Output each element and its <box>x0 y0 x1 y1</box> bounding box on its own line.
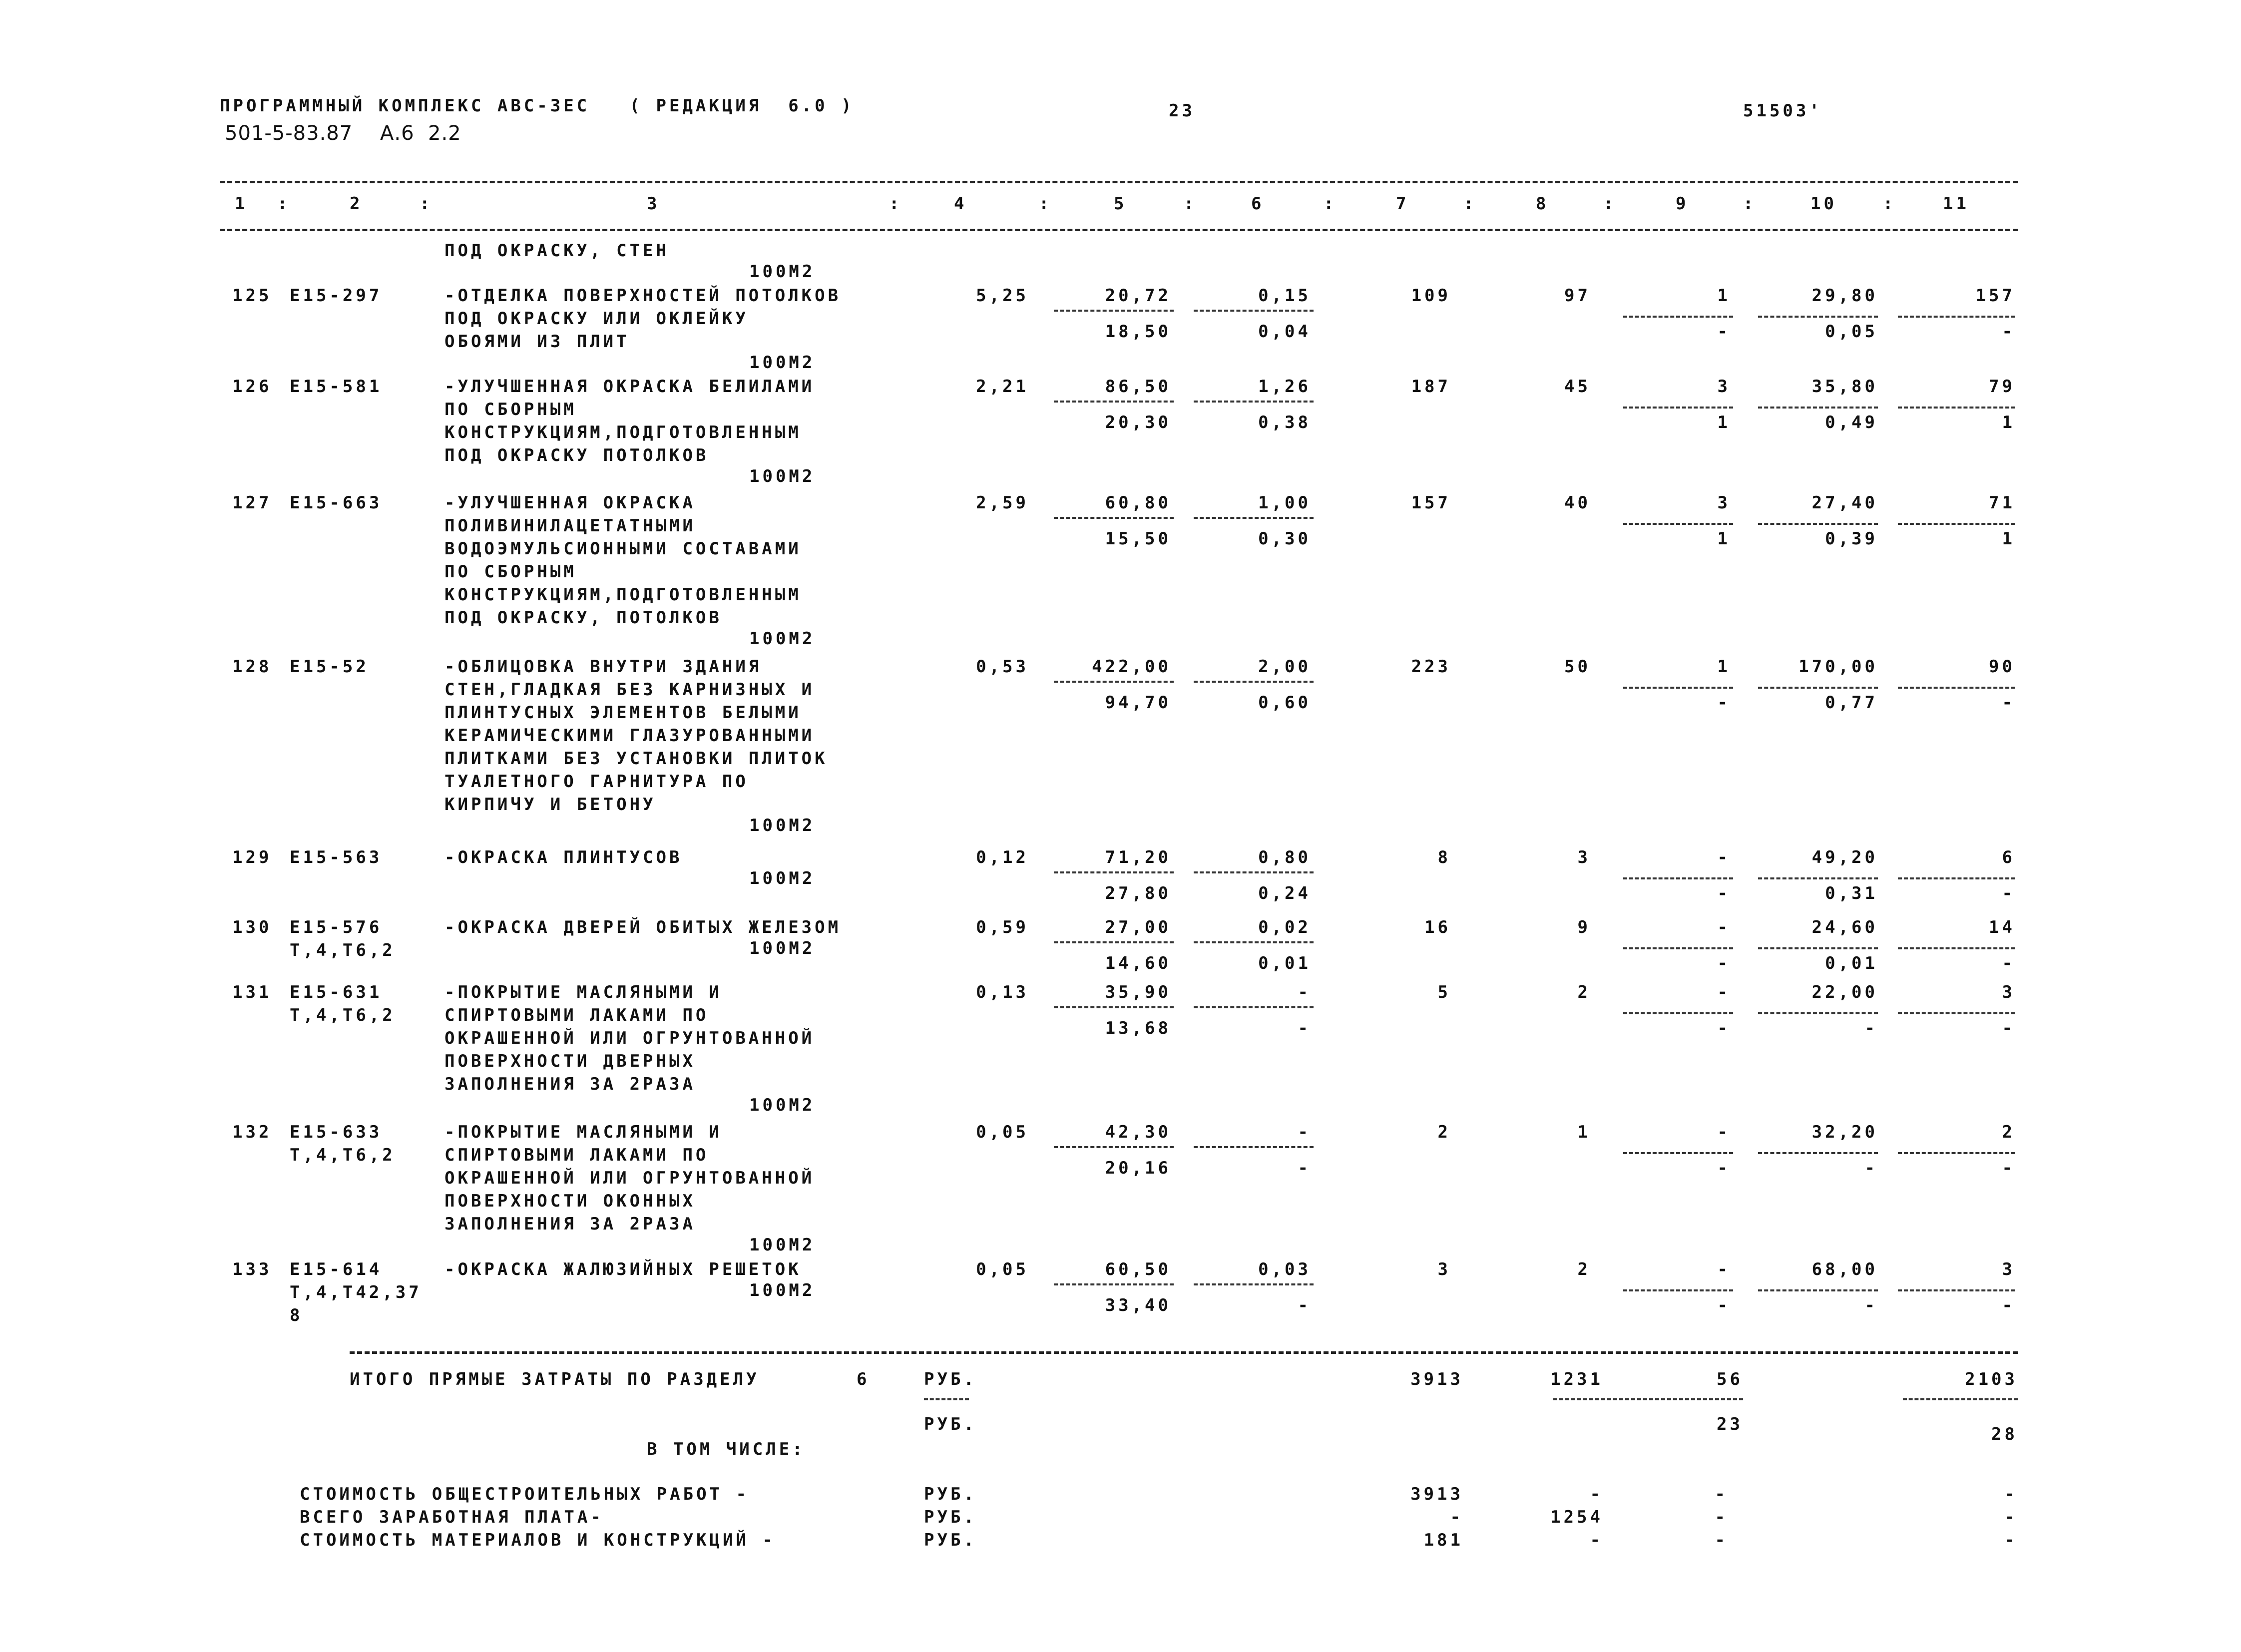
col11-value: 3 <box>2002 1259 2015 1279</box>
item-description-line: ПЛИТКАМИ БЕЗ УСТАНОВКИ ПЛИТОК <box>445 749 828 769</box>
subtotal-rule <box>1623 316 1733 318</box>
col7-value: 5 <box>1437 982 1451 1002</box>
col5-subvalue: 18,50 <box>1105 322 1171 342</box>
col9-subvalue: - <box>1717 1018 1731 1038</box>
item-description-line: КОНСТРУКЦИЯМ,ПОДГОТОВЛЕННЫМ <box>445 422 802 442</box>
subtotal-rule <box>1054 941 1174 943</box>
col5-value: 86,50 <box>1105 377 1171 397</box>
item-description-line: -УЛУЧШЕННАЯ ОКРАСКА БЕЛИЛАМИ <box>445 377 815 397</box>
col11-value: 79 <box>1989 377 2015 397</box>
subtotal-rule <box>1758 1152 1878 1154</box>
breakdown-col11: - <box>2004 1507 2018 1527</box>
item-number: 130 <box>232 917 272 937</box>
col4-value: 0,05 <box>976 1122 1029 1142</box>
item-code: Е15-576 <box>290 917 383 937</box>
item-unit: 100М2 <box>749 1280 816 1300</box>
item-description-line: -ПОКРЫТИЕ МАСЛЯНЫМИ И <box>445 982 722 1002</box>
item-code-detail: Т,4,Т6,2 <box>290 940 396 960</box>
col-separator: : <box>1184 194 1197 214</box>
item-unit: 100М2 <box>749 466 816 486</box>
col-4: 4 <box>954 194 967 214</box>
col10-subvalue: 0,01 <box>1825 953 1878 973</box>
item-description-line: ПО СБОРНЫМ <box>445 562 577 582</box>
col10-value: 170,00 <box>1798 657 1878 677</box>
breakdown-col9: - <box>1715 1530 1728 1550</box>
item-description-line: СПИРТОВЫМИ ЛАКАМИ ПО <box>445 1005 709 1025</box>
col8-value: 9 <box>1577 917 1591 937</box>
col8-value: 50 <box>1564 657 1591 677</box>
col4-value: 0,59 <box>976 917 1029 937</box>
header-rule-bottom <box>220 229 2018 231</box>
col11-subvalue: - <box>2002 322 2015 342</box>
subtotal-rule <box>1194 401 1314 403</box>
col5-value: 60,80 <box>1105 493 1171 513</box>
col11-subvalue: - <box>2002 883 2015 903</box>
col-3: 3 <box>647 194 660 214</box>
col9-subvalue: 1 <box>1717 529 1731 549</box>
subtotal-rule <box>1758 877 1878 879</box>
subtotal-rule <box>1194 681 1314 683</box>
subtotal-rule <box>1054 1146 1174 1148</box>
col-separator: : <box>420 194 433 214</box>
col4-value: 2,21 <box>976 377 1029 397</box>
col9-value: - <box>1717 847 1731 867</box>
col11-value: 90 <box>1989 657 2015 677</box>
subtotal-rule <box>1758 316 1878 318</box>
subtotal-rule <box>1898 316 2015 318</box>
item-number: 125 <box>232 286 272 306</box>
item-description-line: ОКРАШЕННОЙ ИЛИ ОГРУНТОВАННОЙ <box>445 1168 815 1188</box>
col6-subvalue: 0,38 <box>1258 413 1311 432</box>
totals-rule <box>350 1351 2018 1354</box>
col-7: 7 <box>1396 194 1409 214</box>
col5-value: 422,00 <box>1092 657 1171 677</box>
col-separator: : <box>1039 194 1052 214</box>
item-description-line: -ОКРАСКА ДВЕРЕЙ ОБИТЫХ ЖЕЛЕЗОМ <box>445 917 842 937</box>
totals-in-that: В ТОМ ЧИСЛЕ: <box>647 1439 806 1459</box>
col-separator: : <box>1743 194 1757 214</box>
col11-subvalue: - <box>2002 1295 2015 1315</box>
col6-value: 1,26 <box>1258 377 1311 397</box>
col8-value: 45 <box>1564 377 1591 397</box>
item-unit: 100М2 <box>749 629 816 649</box>
col8-value: 40 <box>1564 493 1591 513</box>
totals-col7: 3913 <box>1410 1369 1463 1389</box>
col6-value: 0,15 <box>1258 286 1311 306</box>
item-description-line: КИРПИЧУ И БЕТОНУ <box>445 795 656 815</box>
col-2: 2 <box>350 194 363 214</box>
subtotal-rule <box>1194 871 1314 873</box>
col8-value: 97 <box>1564 286 1591 306</box>
col6-value: - <box>1298 982 1311 1002</box>
subtotal-rule <box>1054 517 1174 519</box>
col10-value: 32,20 <box>1811 1122 1878 1142</box>
col10-value: 68,00 <box>1811 1259 1878 1279</box>
col10-value: 24,60 <box>1811 917 1878 937</box>
col11-subvalue: - <box>2002 1158 2015 1178</box>
col7-value: 109 <box>1411 286 1451 306</box>
col5-value: 35,90 <box>1105 982 1171 1002</box>
program-title: ПРОГРАММНЫЙ КОМПЛЕКС АВС-3ЕС ( РЕДАКЦИЯ 6.0 ) <box>220 96 855 116</box>
col5-subvalue: 14,60 <box>1105 953 1171 973</box>
col4-value: 0,12 <box>976 847 1029 867</box>
breakdown-col8: 1254 <box>1550 1507 1603 1527</box>
subtotal-rule <box>1623 1289 1733 1291</box>
col10-value: 22,00 <box>1811 982 1878 1002</box>
col-separator: : <box>1463 194 1477 214</box>
subtotal-rule <box>1898 1012 2015 1014</box>
item-description-line: ПОД ОКРАСКУ ИЛИ ОКЛЕЙКУ <box>445 309 749 329</box>
subtotal-rule <box>1898 947 2015 949</box>
col5-subvalue: 27,80 <box>1105 883 1171 903</box>
col6-subvalue: - <box>1298 1018 1311 1038</box>
col11-subvalue: - <box>2002 1018 2015 1038</box>
col10-subvalue: 0,31 <box>1825 883 1878 903</box>
col6-subvalue: 0,01 <box>1258 953 1311 973</box>
col5-subvalue: 33,40 <box>1105 1295 1171 1315</box>
col7-value: 223 <box>1411 657 1451 677</box>
subtotal-rule <box>1623 947 1733 949</box>
subtotal-rule <box>1758 407 1878 409</box>
item-number: 133 <box>232 1259 272 1279</box>
col4-value: 0,53 <box>976 657 1029 677</box>
col10-subvalue: - <box>1864 1018 1878 1038</box>
col9-value: 3 <box>1717 493 1731 513</box>
subtotal-rule <box>1623 1012 1733 1014</box>
totals-currency: РУБ. <box>924 1369 977 1389</box>
col9-subvalue: - <box>1717 953 1731 973</box>
item-description-line: -ОКРАСКА ЖАЛЮЗИЙНЫХ РЕШЕТОК <box>445 1259 802 1279</box>
subtotal-rule <box>1623 1152 1733 1154</box>
col7-value: 8 <box>1437 847 1451 867</box>
totals-col9-b: 23 <box>1717 1414 1743 1434</box>
col6-subvalue: 0,60 <box>1258 693 1311 713</box>
item-number: 132 <box>232 1122 272 1142</box>
totals-sub-rule <box>1553 1398 1743 1400</box>
col11-value: 6 <box>2002 847 2015 867</box>
col10-subvalue: - <box>1864 1158 1878 1178</box>
col5-subvalue: 20,30 <box>1105 413 1171 432</box>
subtotal-rule <box>1194 1006 1314 1008</box>
col10-value: 35,80 <box>1811 377 1878 397</box>
subtotal-rule <box>1758 947 1878 949</box>
col8-value: 3 <box>1577 847 1591 867</box>
col11-value: 71 <box>1989 493 2015 513</box>
item-code: Е15-633 <box>290 1122 383 1142</box>
col6-subvalue: 0,30 <box>1258 529 1311 549</box>
document-code: 51503' <box>1743 101 1822 121</box>
col9-subvalue: - <box>1717 1158 1731 1178</box>
totals-sub-rule <box>924 1398 969 1400</box>
col6-subvalue: - <box>1298 1295 1311 1315</box>
subtotal-rule <box>1623 523 1733 525</box>
item-code: Е15-297 <box>290 286 383 306</box>
col4-value: 2,59 <box>976 493 1029 513</box>
item-description-line: -УЛУЧШЕННАЯ ОКРАСКА <box>445 493 696 513</box>
col7-value: 157 <box>1411 493 1451 513</box>
item-description-line: -ОТДЕЛКА ПОВЕРХНОСТЕЙ ПОТОЛКОВ <box>445 286 842 306</box>
breakdown-currency: РУБ. <box>924 1530 977 1550</box>
col5-value: 60,50 <box>1105 1259 1171 1279</box>
col6-value: 0,03 <box>1258 1259 1311 1279</box>
breakdown-col8: - <box>1590 1484 1603 1504</box>
item-number: 131 <box>232 982 272 1002</box>
handwritten-reference: 501-5-83.87 А.6 2.2 <box>225 122 461 145</box>
item-description-line: ПОД ОКРАСКУ ПОТОЛКОВ <box>445 445 709 465</box>
breakdown-col7: 3913 <box>1410 1484 1463 1504</box>
col9-value: 1 <box>1717 286 1731 306</box>
col11-value: 14 <box>1989 917 2015 937</box>
item-unit: 100М2 <box>749 1235 816 1255</box>
breakdown-col9: - <box>1715 1484 1728 1504</box>
item-number: 129 <box>232 847 272 867</box>
subtotal-rule <box>1758 1012 1878 1014</box>
col8-value: 2 <box>1577 982 1591 1002</box>
col9-subvalue: - <box>1717 883 1731 903</box>
col-separator: : <box>889 194 902 214</box>
col10-subvalue: 0,39 <box>1825 529 1878 549</box>
header-rule-top <box>220 181 2018 183</box>
item-number: 127 <box>232 493 272 513</box>
col7-value: 2 <box>1437 1122 1451 1142</box>
col11-subvalue: 1 <box>2002 529 2015 549</box>
col5-value: 71,20 <box>1105 847 1171 867</box>
breakdown-label: СТОИМОСТЬ ОБЩЕСТРОИТЕЛЬНЫХ РАБОТ - <box>300 1484 749 1504</box>
item-unit: 100М2 <box>749 262 816 282</box>
item-code: Е15-614 <box>290 1259 383 1279</box>
col5-subvalue: 15,50 <box>1105 529 1171 549</box>
col-separator: : <box>1603 194 1617 214</box>
col-10: 10 <box>1810 194 1837 214</box>
col-5: 5 <box>1114 194 1127 214</box>
col-separator: : <box>1324 194 1337 214</box>
item-unit: 100М2 <box>749 353 816 373</box>
item-description-line: ВОДОЭМУЛЬСИОННЫМИ СОСТАВАМИ <box>445 539 802 559</box>
item-unit: 100М2 <box>749 868 816 888</box>
subtotal-rule <box>1054 1283 1174 1285</box>
subtotal-rule <box>1898 1152 2015 1154</box>
col9-value: 1 <box>1717 657 1731 677</box>
item-description-line: ТУАЛЕТНОГО ГАРНИТУРА ПО <box>445 772 749 792</box>
col6-subvalue: 0,04 <box>1258 322 1311 342</box>
item-description-line: ПО СБОРНЫМ <box>445 400 577 419</box>
col9-value: 3 <box>1717 377 1731 397</box>
col4-value: 0,13 <box>976 982 1029 1002</box>
subtotal-rule <box>1898 1289 2015 1291</box>
item-description-line: ПОД ОКРАСКУ, СТЕН <box>445 241 669 261</box>
item-code: Е15-631 <box>290 982 383 1002</box>
item-unit: 100М2 <box>749 938 816 958</box>
totals-col9: 56 <box>1717 1369 1743 1389</box>
col-1: 1 <box>235 194 248 214</box>
breakdown-col7: 181 <box>1423 1530 1463 1550</box>
col10-value: 49,20 <box>1811 847 1878 867</box>
totals-sub-rule <box>1903 1398 2018 1400</box>
col-11: 11 <box>1943 194 1969 214</box>
col4-value: 0,05 <box>976 1259 1029 1279</box>
col10-subvalue: 0,49 <box>1825 413 1878 432</box>
subtotal-rule <box>1194 310 1314 312</box>
totals-col8: 1231 <box>1550 1369 1603 1389</box>
item-code-detail: Т,4,Т6,2 <box>290 1145 396 1165</box>
breakdown-col11: - <box>2004 1530 2018 1550</box>
col5-value: 27,00 <box>1105 917 1171 937</box>
item-description-line: -ОКРАСКА ПЛИНТУСОВ <box>445 847 683 867</box>
col10-value: 27,40 <box>1811 493 1878 513</box>
breakdown-col11: - <box>2004 1484 2018 1504</box>
col7-value: 187 <box>1411 377 1451 397</box>
breakdown-label: ВСЕГО ЗАРАБОТНАЯ ПЛАТА- <box>300 1507 604 1527</box>
col7-value: 3 <box>1437 1259 1451 1279</box>
item-description-line: ПЛИНТУСНЫХ ЭЛЕМЕНТОВ БЕЛЫМИ <box>445 703 802 723</box>
subtotal-rule <box>1054 681 1174 683</box>
col-separator: : <box>1883 194 1896 214</box>
col11-subvalue: - <box>2002 693 2015 713</box>
col10-subvalue: 0,05 <box>1825 322 1878 342</box>
subtotal-rule <box>1194 941 1314 943</box>
col-separators: : <box>277 194 291 214</box>
col4-value: 5,25 <box>976 286 1029 306</box>
breakdown-col8: - <box>1590 1530 1603 1550</box>
page-number: 23 <box>1169 101 1195 121</box>
item-description-line: ПОЛИВИНИЛАЦЕТАТНЫМИ <box>445 516 696 536</box>
col9-value: - <box>1717 917 1731 937</box>
totals-col11: 2103 <box>1965 1369 2018 1389</box>
subtotal-rule <box>1898 523 2015 525</box>
item-description-line: ПОД ОКРАСКУ, ПОТОЛКОВ <box>445 608 722 628</box>
item-number: 126 <box>232 377 272 397</box>
col-6: 6 <box>1251 194 1265 214</box>
item-unit: 100М2 <box>749 816 816 835</box>
col5-value: 42,30 <box>1105 1122 1171 1142</box>
item-description-line: ЗАПОЛНЕНИЯ ЗА 2РАЗА <box>445 1074 696 1094</box>
subtotal-rule <box>1898 877 2015 879</box>
col8-value: 2 <box>1577 1259 1591 1279</box>
item-description-line: ОБОЯМИ ИЗ ПЛИТ <box>445 332 630 352</box>
subtotal-rule <box>1623 407 1733 409</box>
subtotal-rule <box>1898 687 2015 689</box>
col9-value: - <box>1717 1122 1731 1142</box>
col6-value: 1,00 <box>1258 493 1311 513</box>
col6-value: 0,02 <box>1258 917 1311 937</box>
item-number: 128 <box>232 657 272 677</box>
item-description-line: ОКРАШЕННОЙ ИЛИ ОГРУНТОВАННОЙ <box>445 1028 815 1048</box>
item-description-line: ЗАПОЛНЕНИЯ ЗА 2РАЗА <box>445 1214 696 1234</box>
col7-value: 16 <box>1424 917 1451 937</box>
col6-value: - <box>1298 1122 1311 1142</box>
col9-subvalue: - <box>1717 1295 1731 1315</box>
col9-value: - <box>1717 982 1731 1002</box>
item-code-extra: 8 <box>290 1305 303 1325</box>
col6-subvalue: 0,24 <box>1258 883 1311 903</box>
item-description-line: СПИРТОВЫМИ ЛАКАМИ ПО <box>445 1145 709 1165</box>
subtotal-rule <box>1898 407 2015 409</box>
col9-value: - <box>1717 1259 1731 1279</box>
col5-subvalue: 94,70 <box>1105 693 1171 713</box>
col6-value: 0,80 <box>1258 847 1311 867</box>
breakdown-col7: - <box>1450 1507 1463 1527</box>
subtotal-rule <box>1054 1006 1174 1008</box>
item-description-line: -ПОКРЫТИЕ МАСЛЯНЫМИ И <box>445 1122 722 1142</box>
col11-value: 3 <box>2002 982 2015 1002</box>
item-code-detail: Т,4,Т42,37 <box>290 1282 422 1302</box>
item-code: Е15-52 <box>290 657 369 677</box>
item-unit: 100М2 <box>749 1095 816 1115</box>
col11-subvalue: - <box>2002 953 2015 973</box>
item-code: Е15-581 <box>290 377 383 397</box>
item-description-line: ПОВЕРХНОСТИ ДВЕРНЫХ <box>445 1051 696 1071</box>
col5-subvalue: 20,16 <box>1105 1158 1171 1178</box>
item-code: Е15-563 <box>290 847 383 867</box>
subtotal-rule <box>1054 310 1174 312</box>
col5-value: 20,72 <box>1105 286 1171 306</box>
col8-value: 1 <box>1577 1122 1591 1142</box>
col10-subvalue: - <box>1864 1295 1878 1315</box>
subtotal-rule <box>1194 1146 1314 1148</box>
subtotal-rule <box>1054 871 1174 873</box>
totals-section-number: 6 <box>857 1369 870 1389</box>
totals-col11-b: 28 <box>1991 1424 2018 1444</box>
col10-subvalue: 0,77 <box>1825 693 1878 713</box>
col11-value: 157 <box>1975 286 2015 306</box>
col9-subvalue: - <box>1717 322 1731 342</box>
col11-subvalue: 1 <box>2002 413 2015 432</box>
item-description-line: -ОБЛИЦОВКА ВНУТРИ ЗДАНИЯ <box>445 657 762 677</box>
col9-subvalue: - <box>1717 693 1731 713</box>
totals-label: ИТОГО ПРЯМЫЕ ЗАТРАТЫ ПО РАЗДЕЛУ <box>350 1369 760 1389</box>
col-9: 9 <box>1676 194 1689 214</box>
totals-currency-2: РУБ. <box>924 1414 977 1434</box>
breakdown-col9: - <box>1715 1507 1728 1527</box>
col6-subvalue: - <box>1298 1158 1311 1178</box>
breakdown-currency: РУБ. <box>924 1484 977 1504</box>
item-code-detail: Т,4,Т6,2 <box>290 1005 396 1025</box>
subtotal-rule <box>1623 687 1733 689</box>
col10-value: 29,80 <box>1811 286 1878 306</box>
item-description-line: КОНСТРУКЦИЯМ,ПОДГОТОВЛЕННЫМ <box>445 585 802 605</box>
item-description-line: КЕРАМИЧЕСКИМИ ГЛАЗУРОВАННЫМИ <box>445 726 815 746</box>
col-8: 8 <box>1536 194 1549 214</box>
item-code: Е15-663 <box>290 493 383 513</box>
breakdown-currency: РУБ. <box>924 1507 977 1527</box>
subtotal-rule <box>1623 877 1733 879</box>
subtotal-rule <box>1194 517 1314 519</box>
col11-value: 2 <box>2002 1122 2015 1142</box>
col6-value: 2,00 <box>1258 657 1311 677</box>
subtotal-rule <box>1758 687 1878 689</box>
subtotal-rule <box>1194 1283 1314 1285</box>
col9-subvalue: 1 <box>1717 413 1731 432</box>
breakdown-label: СТОИМОСТЬ МАТЕРИАЛОВ И КОНСТРУКЦИЙ - <box>300 1530 776 1550</box>
subtotal-rule <box>1758 1289 1878 1291</box>
subtotal-rule <box>1054 401 1174 403</box>
subtotal-rule <box>1758 523 1878 525</box>
item-description-line: ПОВЕРХНОСТИ ОКОННЫХ <box>445 1191 696 1211</box>
item-description-line: СТЕН,ГЛАДКАЯ БЕЗ КАРНИЗНЫХ И <box>445 680 815 700</box>
col5-subvalue: 13,68 <box>1105 1018 1171 1038</box>
